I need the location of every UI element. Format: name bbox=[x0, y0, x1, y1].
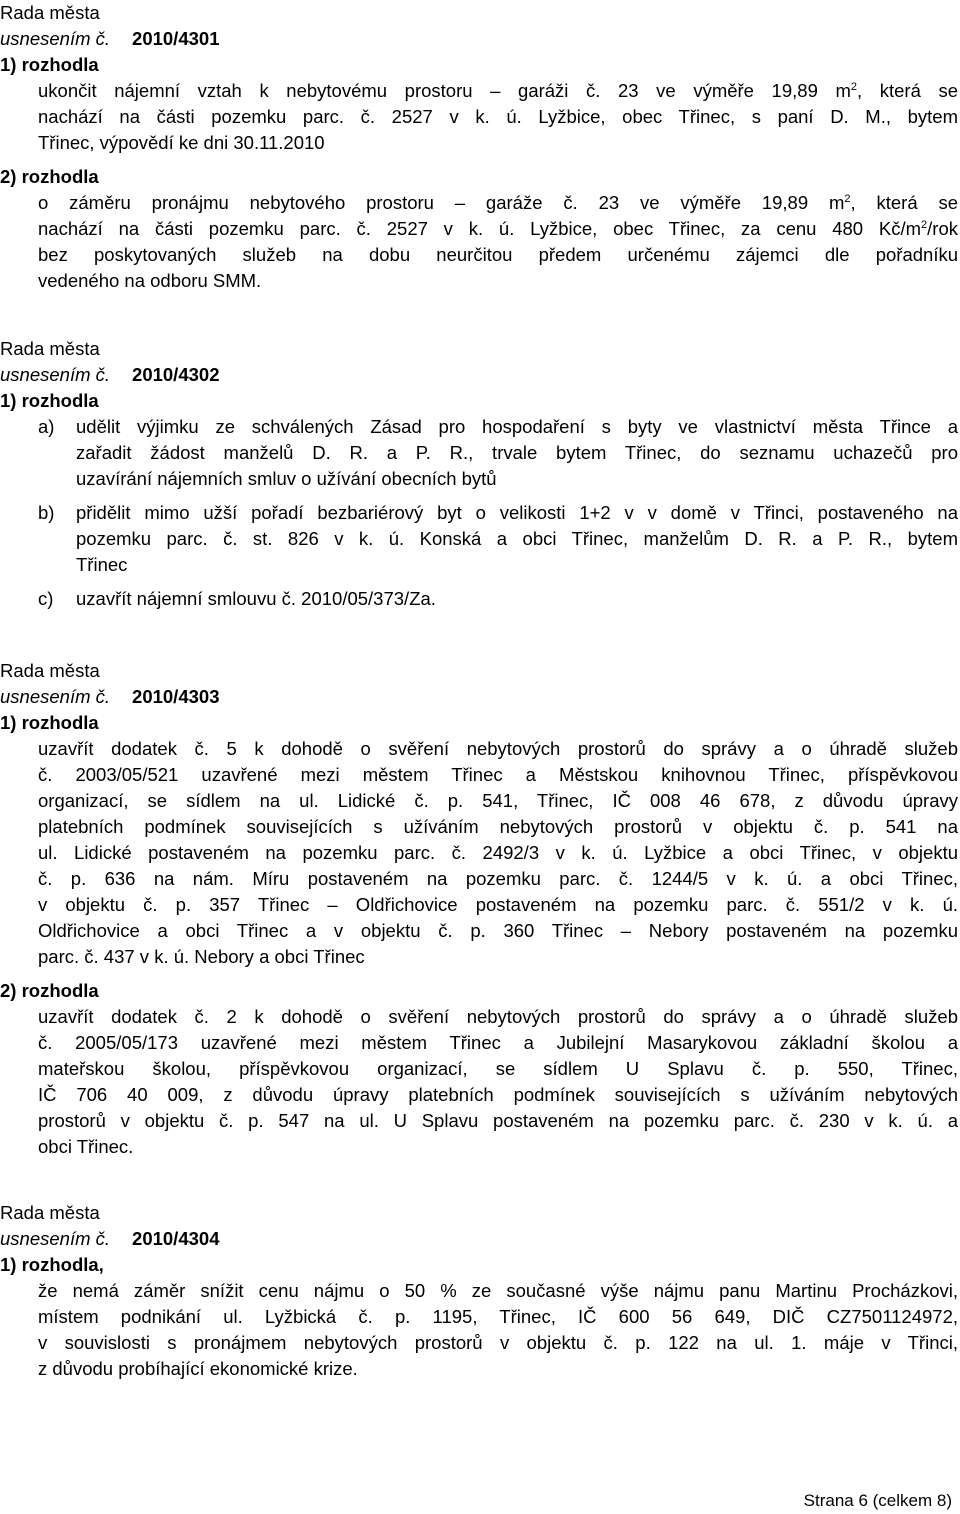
spacer bbox=[0, 492, 960, 500]
text-segment: nachází na části pozemku parc. č. 2527 v k. ú. Lyžbice, obec Třinec, za cenu 480 Kč/m bbox=[38, 218, 922, 239]
resolution-number: 2010/4303 bbox=[132, 686, 220, 707]
text-line bbox=[38, 216, 958, 242]
text-line bbox=[38, 1108, 958, 1134]
resolution-number: 2010/4302 bbox=[132, 364, 220, 385]
text-line bbox=[38, 736, 958, 762]
decision-label: 2) rozhodla bbox=[0, 166, 99, 187]
text-segment: bez poskytovaných služeb na dobu neurčitou předem určenému zájemci dle pořadníku bbox=[38, 244, 958, 265]
spacer bbox=[0, 156, 960, 164]
text-line bbox=[38, 268, 958, 294]
spacer bbox=[0, 578, 960, 586]
text-segment: č. p. 636 na nám. Míru postaveném na pozemku parc. č. 1244/5 v k. ú. a obci Třinec, bbox=[38, 868, 958, 889]
text-line bbox=[38, 1330, 958, 1356]
text-line: pozemku parc. č. st. 826 v k. ú. Konská a obci Třinec, manželům D. R. a P. R., bytem bbox=[76, 528, 958, 549]
resolution-prefix: usnesením č. bbox=[0, 1228, 111, 1249]
text-segment: organizací, se sídlem na ul. Lidické č. p. 541, Třinec, IČ 008 46 678, z důvodu úpravy bbox=[38, 790, 958, 811]
sub-item-body bbox=[76, 586, 958, 612]
text-segment: Oldřichovice a obci Třinec a v objektu č. p. 360 Třinec – Nebory postaveném na pozemku bbox=[38, 920, 958, 941]
resolution-block bbox=[0, 336, 960, 612]
text-line bbox=[38, 892, 958, 918]
sub-item bbox=[38, 414, 958, 492]
sub-item-body bbox=[76, 414, 958, 492]
decision-label: 2) rozhodla bbox=[0, 980, 99, 1001]
text-segment: platebních podmínek souvisejících s užíváním nebytových prostorů v objektu č. p. 541 na bbox=[38, 816, 958, 837]
resolution-number: 2010/4301 bbox=[132, 28, 220, 49]
text-line bbox=[38, 762, 958, 788]
text-segment: nachází na části pozemku parc. č. 2527 v k. ú. Lyžbice, obec Třinec, s paní D. M., bytem bbox=[38, 106, 958, 127]
text-segment: vedeného na odboru SMM. bbox=[38, 270, 262, 291]
text-segment: v objektu č. p. 357 Třinec – Oldřichovice postaveném na pozemku parc. č. 551/2 v k. ú. bbox=[38, 894, 958, 915]
resolution-prefix: usnesením č. bbox=[0, 686, 111, 707]
text-line bbox=[38, 840, 958, 866]
text-segment: uzavřít dodatek č. 5 k dohodě o svěření nebytových prostorů do správy a o úhradě služeb bbox=[38, 738, 958, 759]
text-segment: mateřskou školou, příspěvkovou organizací, se sídlem U Splavu č. p. 550, Třinec, bbox=[38, 1058, 958, 1079]
sub-item-body bbox=[76, 500, 958, 578]
text-line bbox=[38, 788, 958, 814]
text-segment: ul. Lidické postaveném na pozemku parc. č. 2492/3 v k. ú. Lyžbice a obci Třinec, v objektu bbox=[38, 842, 958, 863]
text-segment: Třinec, výpovědí ke dni 30.11.2010 bbox=[38, 132, 325, 153]
sub-item bbox=[38, 586, 958, 612]
text-line: uzavřít nájemní smlouvu č. 2010/05/373/Za. bbox=[76, 588, 436, 609]
resolution-block bbox=[0, 0, 960, 294]
text-segment: místem podnikání ul. Lyžbická č. p. 1195, Třinec, IČ 600 56 649, DIČ CZ7501124972, bbox=[38, 1306, 958, 1327]
resolution-heading bbox=[0, 362, 960, 388]
text-line bbox=[38, 1134, 958, 1160]
resolution-block bbox=[0, 658, 960, 1160]
superscript: 2 bbox=[921, 218, 928, 231]
text-line bbox=[38, 1356, 958, 1382]
text-line bbox=[38, 190, 958, 216]
resolution-heading bbox=[0, 1226, 960, 1252]
resolution-number: 2010/4304 bbox=[132, 1228, 220, 1249]
text-segment: o záměru pronájmu nebytového prostoru – garáže č. 23 ve výměře 19,89 m bbox=[38, 192, 845, 213]
text-segment: , která se bbox=[850, 192, 958, 213]
text-segment: obci Třinec. bbox=[38, 1136, 134, 1157]
text-line bbox=[38, 130, 958, 156]
resolution-heading bbox=[0, 26, 960, 52]
sub-item-label: c) bbox=[38, 588, 54, 609]
text-segment: IČ 706 40 009, z důvodu úpravy platebních podmínek souvisejících s užíváním nebytových bbox=[38, 1084, 958, 1105]
text-line bbox=[38, 814, 958, 840]
text-segment: z důvodu probíhající ekonomické krize. bbox=[38, 1358, 358, 1379]
resolution-block bbox=[0, 1200, 960, 1382]
sub-item-label: a) bbox=[38, 416, 55, 437]
text-line bbox=[38, 1004, 958, 1030]
text-line bbox=[38, 1030, 958, 1056]
text-line: Třinec bbox=[76, 554, 128, 575]
text-line: zařadit žádost manželů D. R. a P. R., trvale bytem Třinec, do seznamu uchazečů pro bbox=[76, 442, 958, 463]
resolution-prefix: usnesením č. bbox=[0, 28, 111, 49]
text-line bbox=[38, 1056, 958, 1082]
text-segment: č. 2003/05/521 uzavřené mezi městem Třinec a Městskou knihovnou Třinec, příspěvkovou bbox=[38, 764, 958, 785]
sub-item bbox=[38, 500, 958, 578]
text-segment: ukončit nájemní vztah k nebytovému prostoru – garáži č. 23 ve výměře 19,89 m bbox=[38, 80, 851, 101]
text-line: přidělit mimo užší pořadí bezbariérový byt o velikosti 1+2 v v domě v Třinci, postaveného na bbox=[76, 502, 958, 523]
text-line bbox=[38, 104, 958, 130]
text-segment: že nemá záměr snížit cenu nájmu o 50 % ze současné výše nájmu panu Martinu Procházkovi, bbox=[38, 1280, 958, 1301]
page-footer: Strana 6 (celkem 8) bbox=[803, 1491, 952, 1510]
text-line bbox=[38, 1082, 958, 1108]
superscript: 2 bbox=[844, 192, 851, 205]
spacer bbox=[0, 970, 960, 978]
decision-label: 1) rozhodla bbox=[0, 390, 99, 411]
resolution-heading bbox=[0, 684, 960, 710]
text-line: uzavírání nájemních smluv o užívání obecních bytů bbox=[76, 468, 497, 489]
text-segment: /rok bbox=[927, 218, 958, 239]
text-line bbox=[38, 242, 958, 268]
text-segment: , která se bbox=[857, 80, 959, 101]
decision-label: 1) rozhodla bbox=[0, 54, 99, 75]
text-line bbox=[38, 1278, 958, 1304]
text-line bbox=[38, 1304, 958, 1330]
council-heading: Rada města bbox=[0, 660, 100, 681]
decision-label: 1) rozhodla bbox=[0, 712, 99, 733]
superscript: 2 bbox=[850, 80, 857, 93]
text-segment: uzavřít dodatek č. 2 k dohodě o svěření nebytových prostorů do správy a o úhradě služeb bbox=[38, 1006, 958, 1027]
council-heading: Rada města bbox=[0, 1202, 100, 1223]
text-line: udělit výjimku ze schválených Zásad pro hospodaření s byty ve vlastnictví města Třince a bbox=[76, 416, 958, 437]
text-segment: parc. č. 437 v k. ú. Nebory a obci Třinec bbox=[38, 946, 365, 967]
sub-item-label: b) bbox=[38, 502, 55, 523]
text-segment: prostorů v objektu č. p. 547 na ul. U Splavu postaveném na pozemku parc. č. 230 v k. ú. a bbox=[38, 1110, 958, 1131]
text-line bbox=[38, 866, 958, 892]
text-line bbox=[38, 918, 958, 944]
text-segment: v souvislosti s pronájmem nebytových prostorů v objektu č. p. 122 na ul. 1. máje v Třinci, bbox=[38, 1332, 958, 1353]
council-heading: Rada města bbox=[0, 2, 100, 23]
text-line bbox=[38, 78, 958, 104]
text-line bbox=[38, 944, 958, 970]
text-segment: č. 2005/05/173 uzavřené mezi městem Třinec a Jubilejní Masarykovou základní školou a bbox=[38, 1032, 958, 1053]
council-heading: Rada města bbox=[0, 338, 100, 359]
resolution-prefix: usnesením č. bbox=[0, 364, 111, 385]
decision-label: 1) rozhodla, bbox=[0, 1254, 104, 1275]
